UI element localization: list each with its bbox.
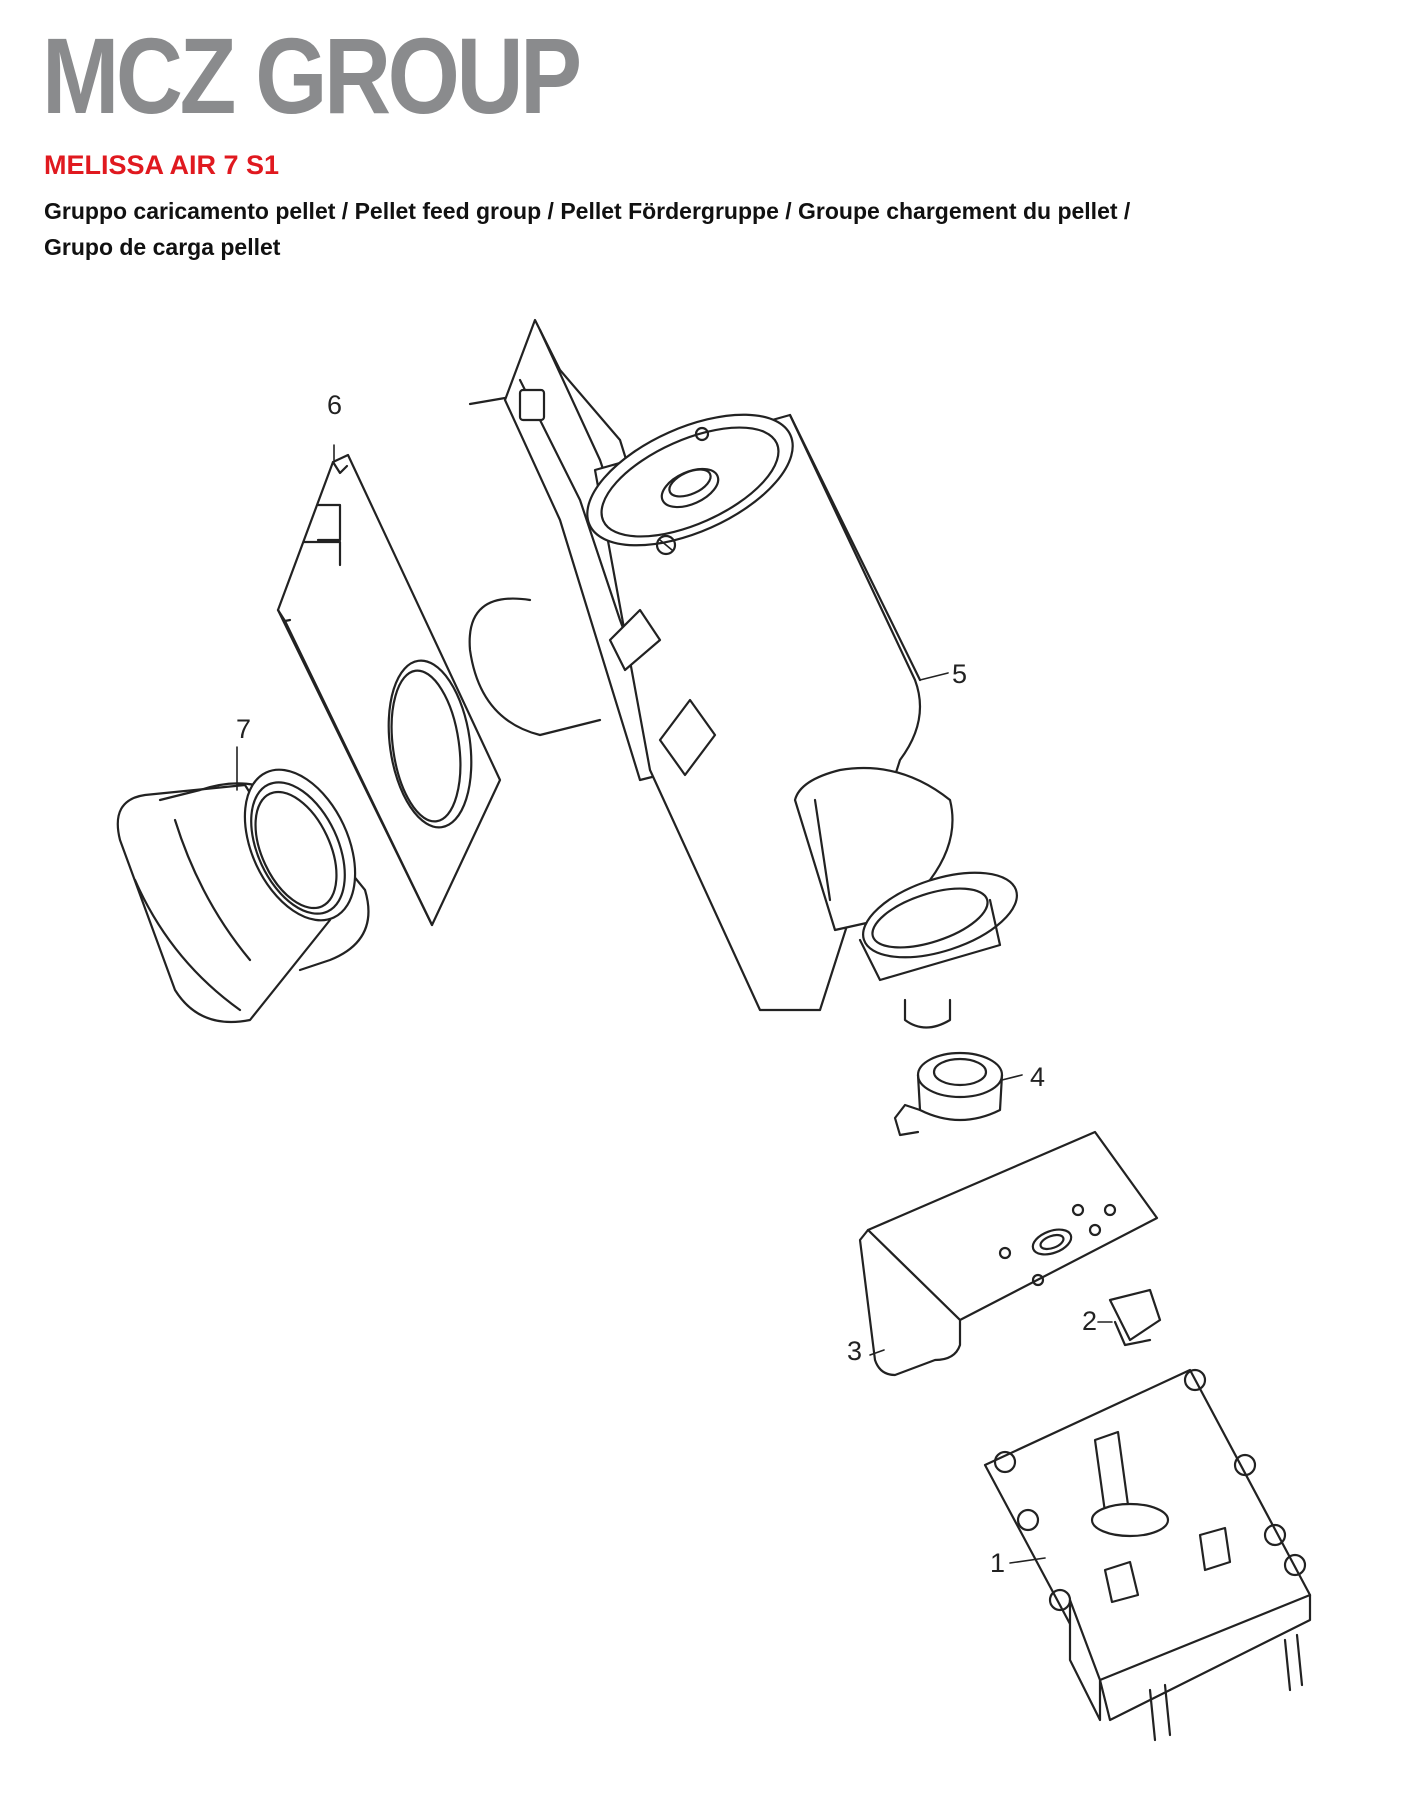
- part-3-motor-bracket: [860, 1132, 1157, 1375]
- subtitle-line-2: Grupo de carga pellet: [44, 234, 281, 260]
- callout-part-5: 5: [952, 659, 968, 689]
- callout-part-2: 2: [1082, 1306, 1098, 1336]
- part-1-gear-motor: [985, 1370, 1310, 1740]
- callout-part-4: 4: [1030, 1062, 1046, 1092]
- brand-logo: MCZ GROUP: [42, 15, 579, 136]
- callout-part-1: 1: [990, 1548, 1006, 1578]
- part-7-sleeve-fitting: [118, 747, 378, 1022]
- part-2-rubber-bushing: [1098, 1290, 1160, 1345]
- part-4-shaft-collar: [895, 1053, 1022, 1135]
- model-title: MELISSA AIR 7 S1: [44, 150, 280, 180]
- callout-part-7: 7: [236, 714, 252, 744]
- callout-part-6: 6: [327, 390, 343, 420]
- subtitle-line-1: Gruppo caricamento pellet / Pellet feed group / Pellet Fördergruppe / Groupe chargement du pellet /: [44, 198, 1131, 224]
- part-5-auger-tube: [470, 320, 1028, 1028]
- callout-part-3: 3: [847, 1336, 863, 1366]
